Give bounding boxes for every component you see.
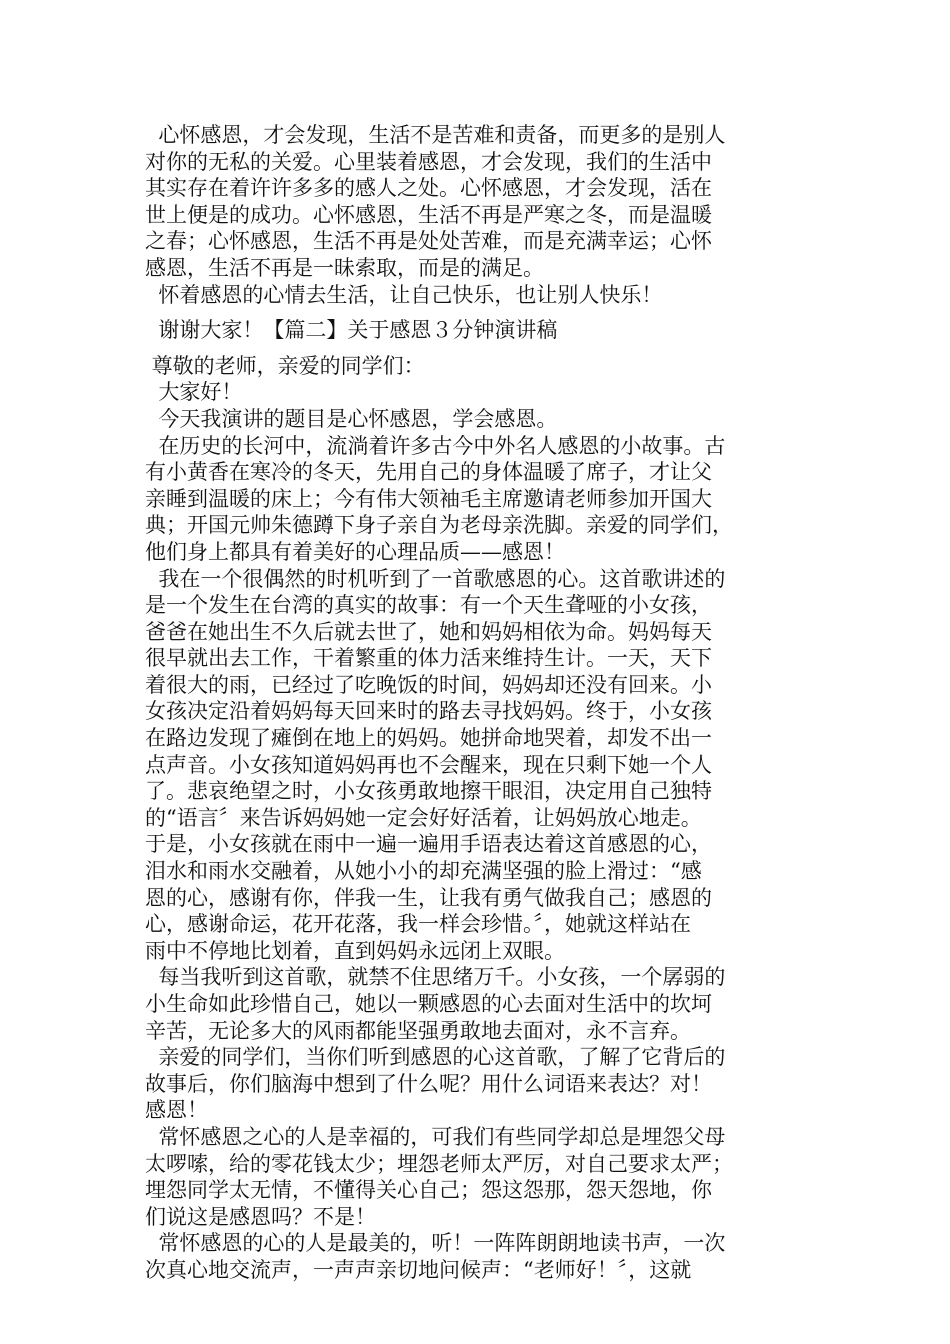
text-line: 亲爱的同学们，当你们听到感恩的心这首歌，了解了它背后的 xyxy=(145,1045,726,1070)
text-line: 亲睡到温暖的床上；今有伟大领袖毛主席邀请老师参加开国大 xyxy=(145,486,712,511)
text-line: 怀着感恩的心情去生活，让自己快乐，也让别人快乐！ xyxy=(145,282,663,307)
text-line: 了。悲哀绝望之时，小女孩勇敢地擦干眼泪，决定用自己独特 xyxy=(145,779,712,804)
document-page xyxy=(145,122,813,1284)
text-line: 心，感谢命运，花开花落，我一样会珍惜。〞，她就这样站在 xyxy=(145,912,691,937)
text-line: 女孩决定沿着妈妈每天回来时的路去寻找妈妈。终于，小女孩 xyxy=(145,699,712,724)
speech-topic xyxy=(145,406,813,433)
text-line: 大家好！ xyxy=(145,380,243,405)
text-line: 之春；心怀感恩，生活不再是处处苦难，而是充满幸运；心怀 xyxy=(145,229,712,254)
text-line: 点声音。小女孩知道妈妈再也不会醒来，现在只剩下她一个人 xyxy=(145,752,712,777)
text-line: 感恩，生活不再是一昧索取，而是的满足。 xyxy=(145,255,544,280)
paragraph-story xyxy=(145,566,813,965)
text-line: 的“语言〞来告诉妈妈她一定会好好活着，让妈妈放心地走。 xyxy=(145,805,702,830)
greeting xyxy=(145,379,813,406)
text-line: 典；开国元帅朱德蹲下身子亲自为老母亲洗脚。亲爱的同学们， xyxy=(145,513,733,538)
text-line: 爸爸在她出生不久后就去世了，她和妈妈相依为命。妈妈每天 xyxy=(145,619,712,644)
text-line: 泪水和雨水交融着，从她小小的却充满坚强的脸上滑过：“感 xyxy=(145,859,702,884)
text-line: 很早就出去工作，干着繁重的体力活来维持生计。一天，天下 xyxy=(145,646,712,671)
text-line: 小生命如此珍惜自己，她以一颗感恩的心去面对生活中的坎坷 xyxy=(145,992,712,1016)
paragraph-live-with-gratitude xyxy=(145,282,813,309)
text-line: 其实存在着许许多多的感人之处。心怀感恩，才会发现，活在 xyxy=(145,176,712,201)
paragraph-most-beautiful xyxy=(145,1230,813,1283)
text-line: 于是，小女孩就在雨中一遍一遍用手语表达着这首感恩的心， xyxy=(145,832,712,857)
text-line: 是一个发生在台湾的真实的故事：有一个天生聋哑的小女孩， xyxy=(145,593,712,618)
text-line: 每当我听到这首歌，就禁不住思绪万千。小女孩，一个孱弱的 xyxy=(145,965,726,990)
section-title xyxy=(145,317,813,344)
paragraph-reflection xyxy=(145,964,813,1044)
text-line: 有小黄香在寒冷的冬天，先用自己的身体温暖了席子，才让父 xyxy=(145,460,712,485)
text-line: 故事后，你们脑海中想到了什么呢？用什么词语来表达？对！ xyxy=(145,1071,712,1096)
text-line: 世上便是的成功。心怀感恩，生活不再是严寒之冬，而是温暖 xyxy=(145,202,712,227)
text-line: 们说这是感恩吗？不是！ xyxy=(145,1204,376,1229)
text-line: 感恩！ xyxy=(145,1098,208,1123)
text-line: 在历史的长河中，流淌着许多古今中外名人感恩的小故事。古 xyxy=(145,433,726,458)
text-line: 他们身上都具有着美好的心理品质——感恩！ xyxy=(145,539,565,564)
text-line: 辛苦，无论多大的风雨都能坚强勇敢地去面对，永不言弃。 xyxy=(145,1018,691,1043)
salutation xyxy=(145,353,813,380)
text-line: 我在一个很偶然的时机听到了一首歌感恩的心。这首歌讲述的 xyxy=(145,566,726,591)
text-line: 太啰嗦，给的零花钱太少；埋怨老师太严厉，对自己要求太严； xyxy=(145,1151,733,1176)
text-line: 心怀感恩，才会发现，生活不是苦难和责备，而更多的是别人 xyxy=(145,123,726,147)
text-line: 对你的无私的关爱。心里装着感恩，才会发现，我们的生活中 xyxy=(145,149,712,174)
text-line: 埋怨同学太无情，不懂得关心自己；怨这怨那，怨天怨地，你 xyxy=(145,1178,712,1203)
text-line: 在路边发现了瘫倒在地上的妈妈。她拼命地哭着，却发不出一 xyxy=(145,726,712,751)
text-line: 恩的心，感谢有你，伴我一生，让我有勇气做我自己；感恩的 xyxy=(145,885,712,910)
text-line: 雨中不停地比划着，直到妈妈永远闭上双眼。 xyxy=(145,938,565,963)
section-title-text: 谢谢大家！【篇二】关于感恩３分钟演讲稿 xyxy=(145,318,558,343)
text-line: 尊敬的老师，亲爱的同学们： xyxy=(145,353,425,378)
text-line: 今天我演讲的题目是心怀感恩，学会感恩。 xyxy=(145,406,558,431)
paragraph-history xyxy=(145,433,813,566)
text-line: 常怀感恩的心的人是最美的，听！一阵阵朗朗地读书声，一次 xyxy=(145,1231,726,1256)
paragraph-intro xyxy=(145,122,813,282)
text-line: 次真心地交流声，一声声亲切地问候声：“老师好！〞，这就 xyxy=(145,1257,692,1282)
paragraph-complaints xyxy=(145,1124,813,1230)
paragraph-question xyxy=(145,1044,813,1124)
text-line: 常怀感恩之心的人是幸福的，可我们有些同学却总是埋怨父母 xyxy=(145,1124,726,1149)
text-line: 着很大的雨，已经过了吃晚饭的时间，妈妈却还没有回来。小 xyxy=(145,672,712,697)
